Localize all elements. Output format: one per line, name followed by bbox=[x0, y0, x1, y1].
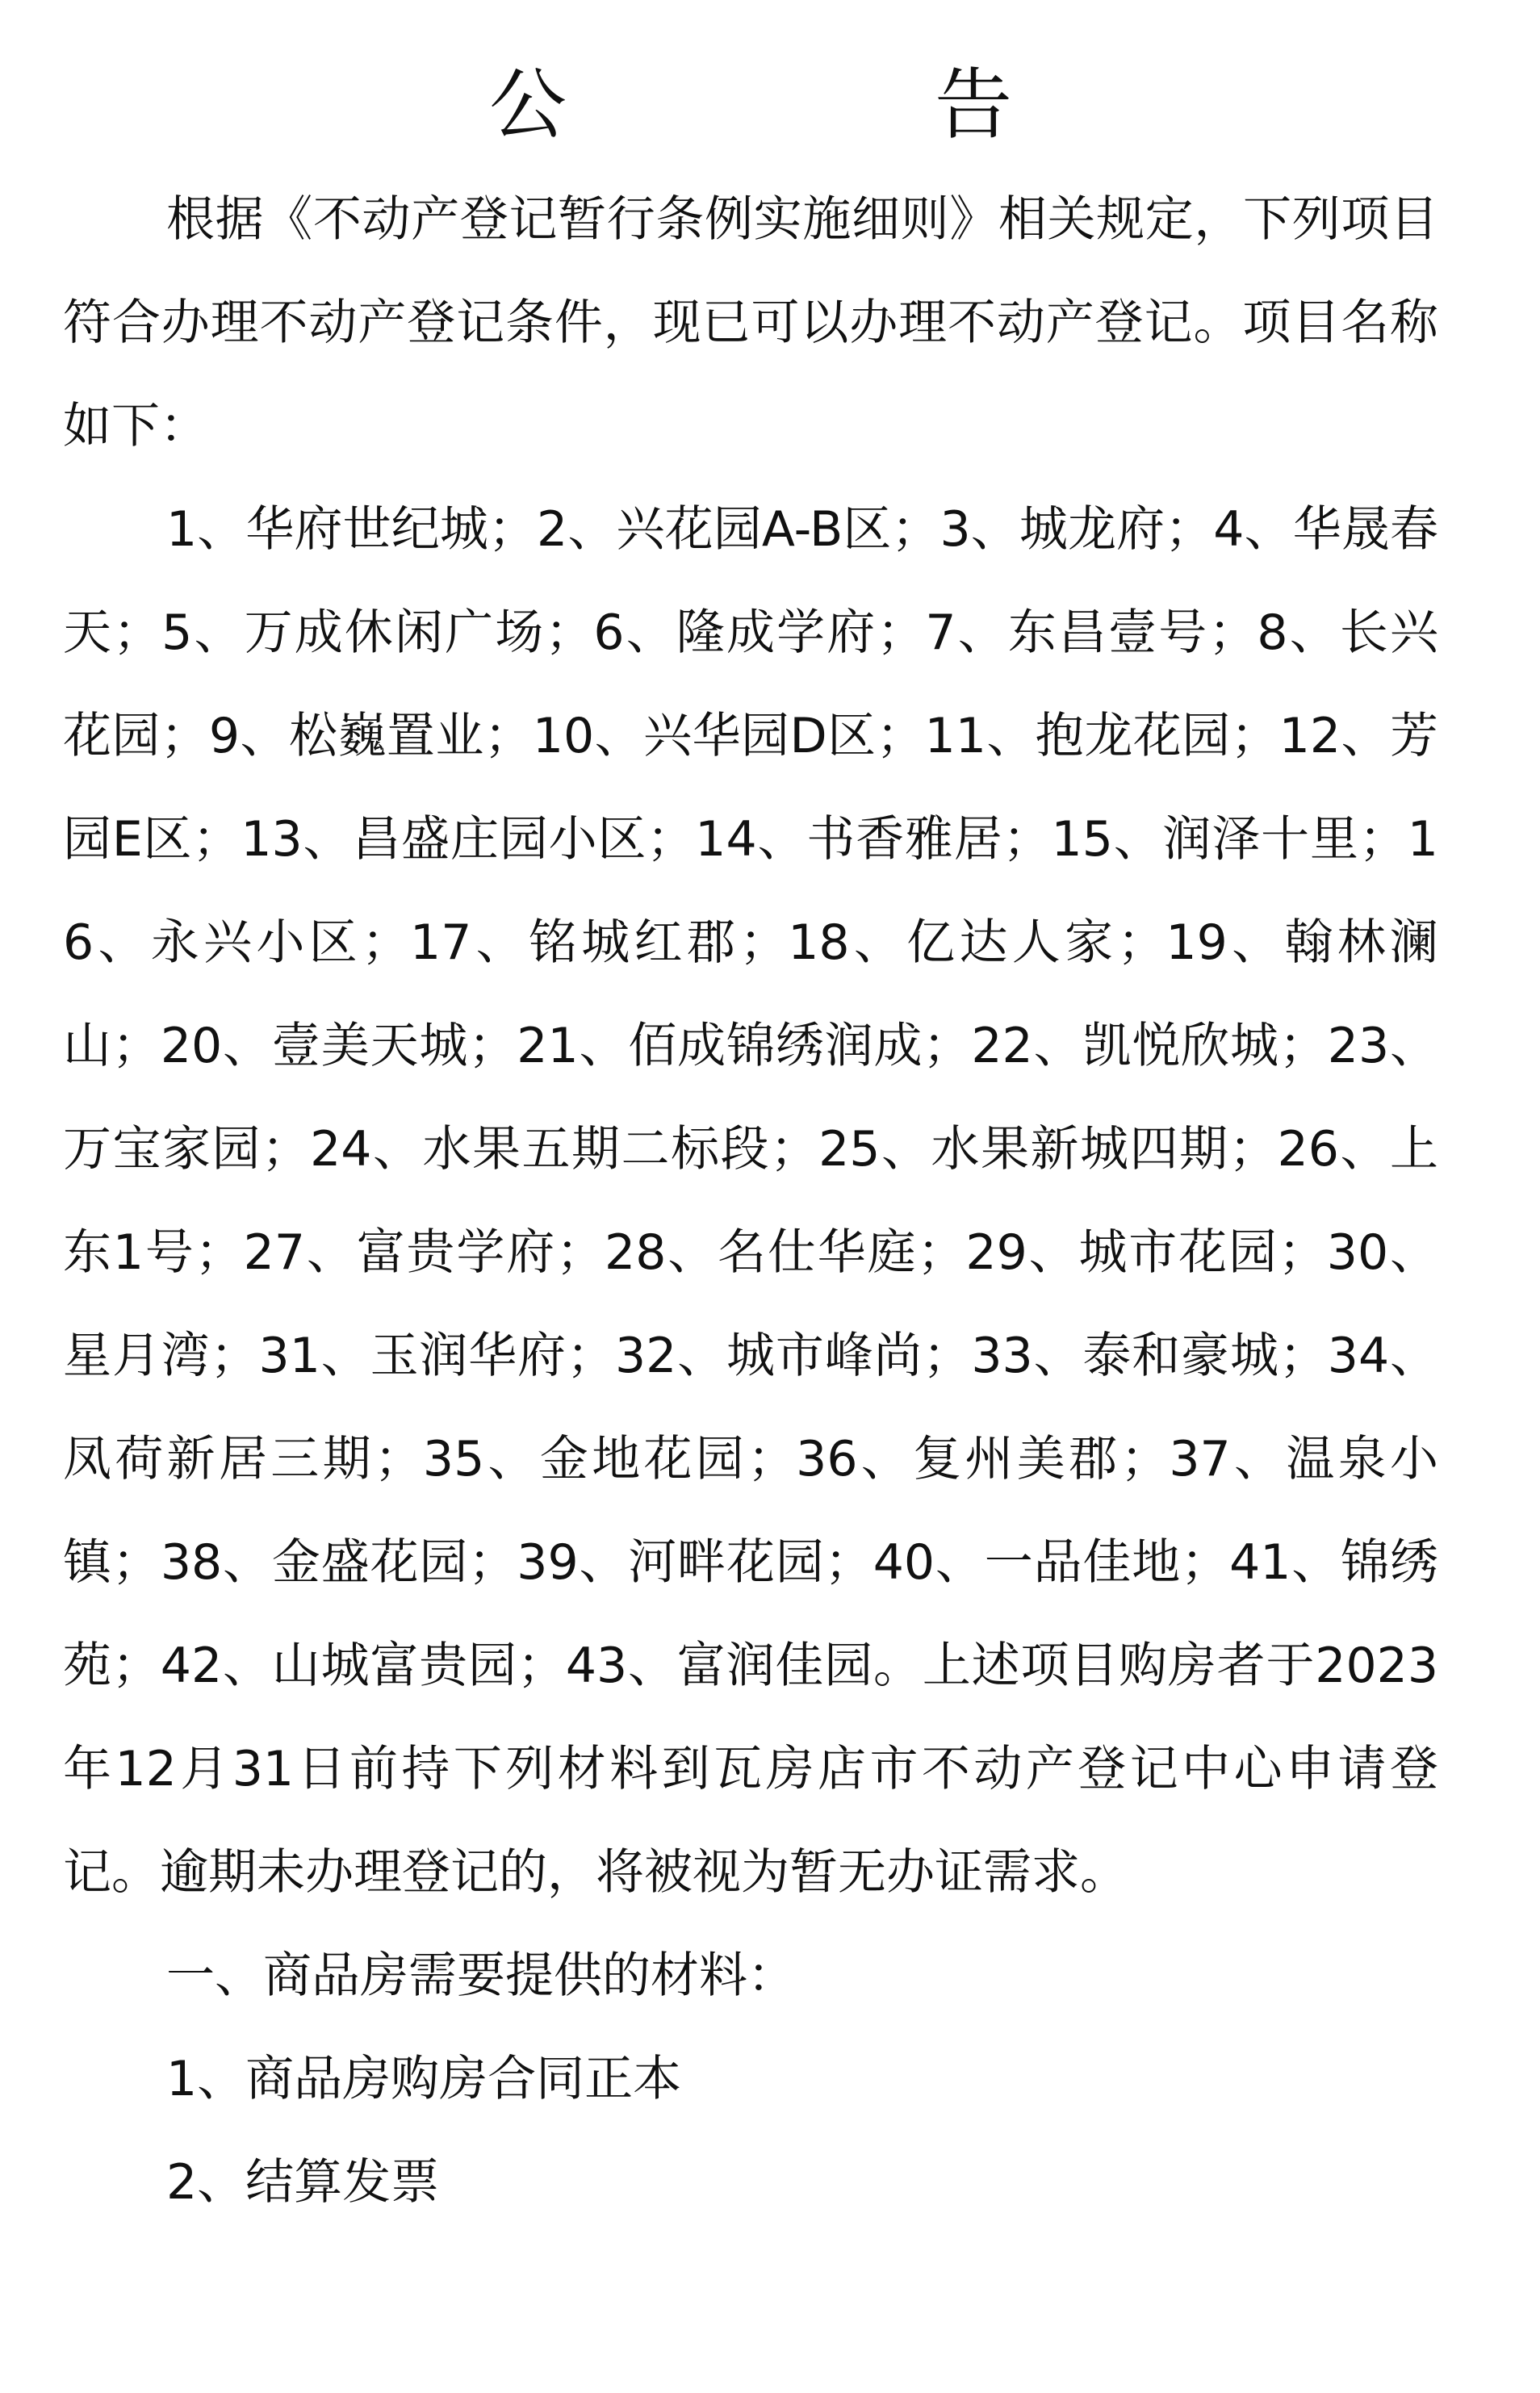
project-list-paragraph: 1、华府世纪城；2、兴花园A-B区；3、城龙府；4、华晟春天；5、万成休闲广场；6、隆成学府；7、东昌壹号；8、长兴花园；9、松巍置业；10、兴华园D区；11、抱龙花园；12、芳园E区；13、昌盛庄园小区；14、书香雅居；15、润泽十里；16、永兴小区；17、铭城红郡；18、亿达人家；19、翰林澜山；20、壹美天城；21、佰成锦绣润成；22、凯悦欣城；23、万宝家园；24、水果五期二标段；25、水果新城四期；26、上东1号；27、富贵学府；28、名仕华庭；29、城市花园；30、星月湾；31、玉润华府；32、城市峰尚；33、泰和豪城；34、凤荷新居三期；35、金地花园；36、复州美郡；37、温泉小镇；38、金盛花园；39、河畔花园；40、一品佳地；41、锦绣苑；42、山城富贵园；43、富润佳园。上述项目购房者于2023年12月31日前持下列材料到瓦房店市不动产登记中心申请登记。逾期未办理登记的，将被视为暂无办证需求。 bbox=[63, 501, 1438, 1901]
notice-title: 公 告 bbox=[489, 60, 1157, 150]
notice-page bbox=[63, 0, 1438, 2393]
materials-section-heading: 一、商品房需要提供的材料： bbox=[166, 1947, 796, 2004]
material-item: 2、结算发票 bbox=[166, 2154, 440, 2211]
intro-paragraph: 根据《不动产登记暂行条例实施细则》相关规定，下列项目符合办理不动产登记条件，现已可以办理不动产登记。项目名称如下： bbox=[63, 191, 1438, 454]
material-item: 1、商品房购房合同正本 bbox=[166, 2051, 682, 2107]
